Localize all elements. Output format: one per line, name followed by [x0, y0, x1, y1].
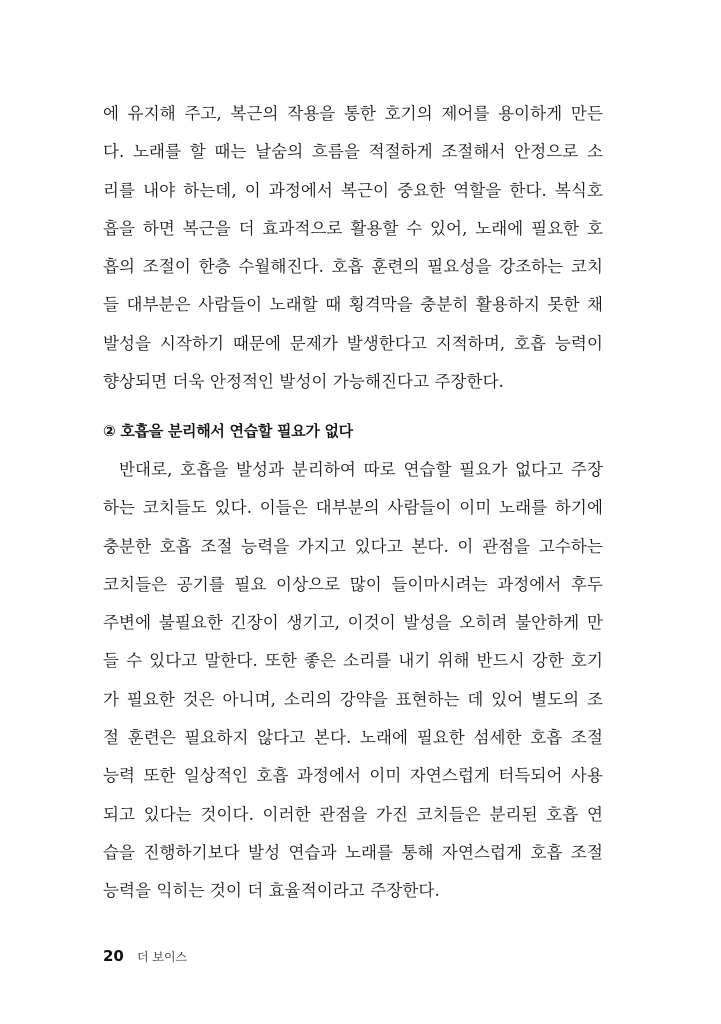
- body-paragraph-1: [103, 95, 603, 401]
- body-paragraph-2: [103, 451, 603, 911]
- paragraph-line: 능력 또한 일상적인 호흡 과정에서 이미 자연스럽게 터득되어 사용: [103, 766, 603, 786]
- paragraph-line: 주변에 불필요한 긴장이 생기고, 이것이 발성을 오히려 불안하게 만: [103, 613, 603, 633]
- page-footer: [103, 946, 187, 965]
- paragraph-line: 코치들은 공기를 필요 이상으로 많이 들이마시려는 과정에서 후두: [103, 574, 603, 594]
- paragraph-line: 흡을 하면 복근을 더 효과적으로 활용할 수 있어, 노래에 필요한 호: [103, 218, 603, 238]
- paragraph-line: 절 훈련은 필요하지 않다고 본다. 노래에 필요한 섬세한 호흡 조절: [103, 728, 603, 748]
- section-heading: ② 호흡을 분리해서 연습할 필요가 없다: [103, 422, 353, 440]
- paragraph-line: 발성을 시작하기 때문에 문제가 발생한다고 지적하며, 호흡 능력이: [103, 333, 603, 353]
- paragraph-line: 흡의 조절이 한층 수월해진다. 호흡 훈련의 필요성을 강조하는 코치: [103, 257, 603, 277]
- paragraph-line: 하는 코치들도 있다. 이들은 대부분의 사람들이 이미 노래를 하기에: [103, 498, 603, 518]
- paragraph-line: 가 필요한 것은 아니며, 소리의 강약을 표현하는 데 있어 별도의 조: [103, 689, 603, 709]
- paragraph-line: 향상되면 더욱 안정적인 발성이 가능해진다고 주장한다.: [103, 372, 504, 392]
- paragraph-line: 들 대부분은 사람들이 노래할 때 횡격막을 충분히 활용하지 못한 채: [103, 295, 603, 315]
- paragraph-line: 에 유지해 주고, 복근의 작용을 통한 호기의 제어를 용이하게 만든: [103, 104, 603, 123]
- running-title: 더 보이스: [136, 950, 188, 964]
- paragraph-line: 능력을 익히는 것이 더 효율적이라고 주장한다.: [103, 881, 440, 901]
- paragraph-line: 습을 진행하기보다 발성 연습과 노래를 통해 자연스럽게 호흡 조절: [103, 842, 603, 862]
- paragraph-line: 리를 내야 하는데, 이 과정에서 복근이 중요한 역할을 한다. 복식호: [103, 180, 603, 200]
- paragraph-line: 되고 있다는 것이다. 이러한 관점을 가진 코치들은 분리된 호흡 연: [103, 804, 603, 824]
- page-number: 20: [103, 947, 124, 965]
- paragraph-line: 충분한 호흡 조절 능력을 가지고 있다고 본다. 이 관점을 고수하는: [103, 536, 603, 556]
- paragraph-line: 다. 노래를 할 때는 날숨의 흐름을 적절하게 조절해서 안정으로 소: [103, 142, 603, 162]
- paragraph-line: 들 수 있다고 말한다. 또한 좋은 소리를 내기 위해 반드시 강한 호기: [103, 651, 603, 671]
- paragraph-line: 반대로, 호흡을 발성과 분리하여 따로 연습할 필요가 없다고 주장: [119, 460, 603, 479]
